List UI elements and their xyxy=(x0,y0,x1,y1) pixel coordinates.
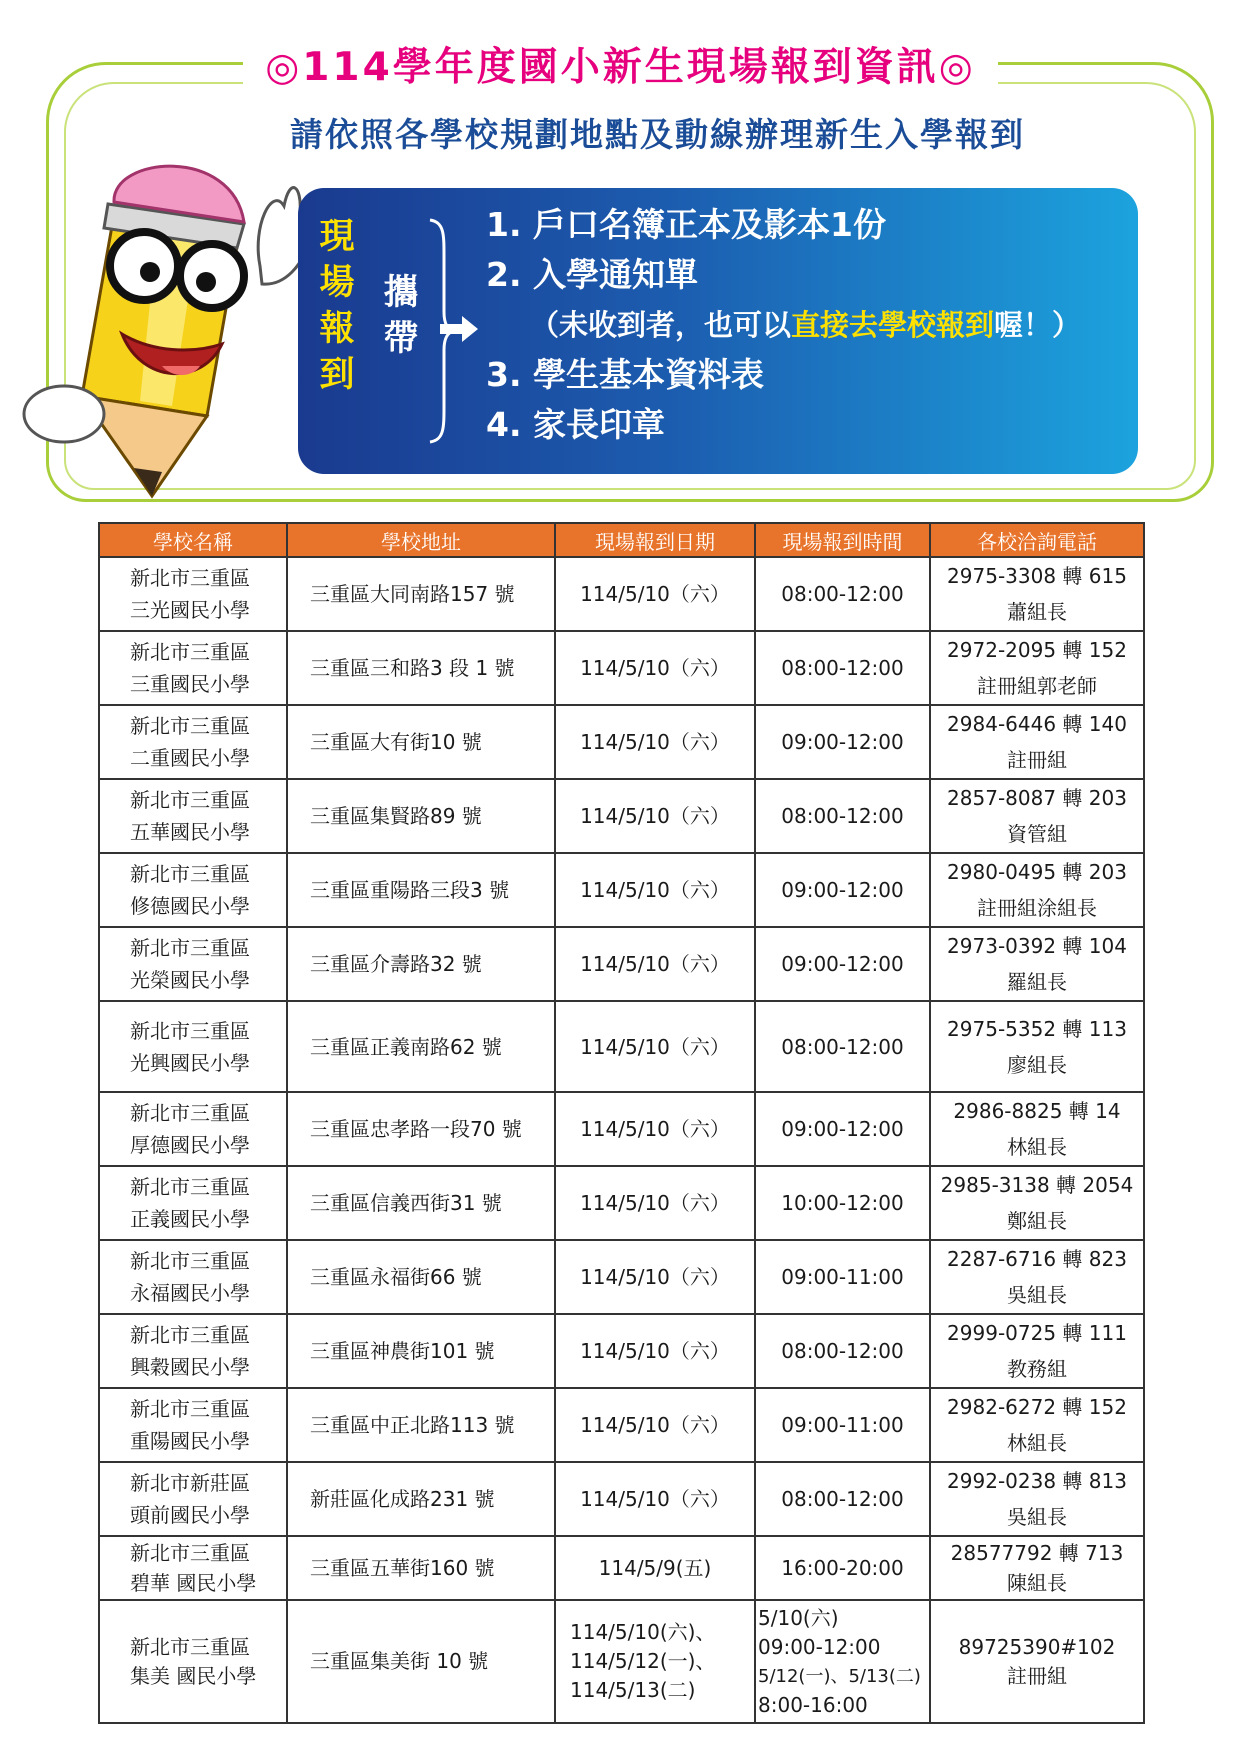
address-cell: 新莊區化成路231 號 xyxy=(287,1462,555,1536)
date-cell: 114/5/10（六） xyxy=(555,1001,755,1092)
address-cell: 三重區三和路3 段 1 號 xyxy=(287,631,555,705)
time-cell: 08:00-12:00 xyxy=(755,1314,930,1388)
table-row xyxy=(99,557,1144,631)
requirement-note xyxy=(486,300,1126,350)
onsite-registration-label xyxy=(312,214,362,398)
phone-cell xyxy=(930,853,1144,927)
district-text: 新北市三重區 xyxy=(130,566,250,590)
time-cell: 09:00-12:00 xyxy=(755,705,930,779)
table-header-row xyxy=(99,523,1144,557)
page-subtitle: 請依照各學校規劃地點及動線辦理新生入學報到 xyxy=(290,115,1025,154)
phone-cell xyxy=(930,1462,1144,1536)
pencil-mascot-icon xyxy=(22,116,322,506)
address-cell: 三重區大同南路157 號 xyxy=(287,557,555,631)
date-cell: 114/5/10（六） xyxy=(555,705,755,779)
date-cell: 114/5/10（六） xyxy=(555,1462,755,1536)
date-cell: 114/5/10（六） xyxy=(555,779,755,853)
phone-cell xyxy=(930,1388,1144,1462)
requirement-item: 1. 戶口名簿正本及影本1份 xyxy=(486,205,886,244)
address-cell: 三重區中正北路113 號 xyxy=(287,1388,555,1462)
date-cell: 114/5/9(五) xyxy=(555,1536,755,1600)
note-text: （未收到者，也可以 xyxy=(530,308,792,342)
time-cell: 08:00-12:00 xyxy=(755,557,930,631)
school-name-cell xyxy=(99,853,287,927)
requirement-item: 4. 家長印章 xyxy=(486,405,665,444)
column-header-date: 現場報到日期 xyxy=(555,523,755,557)
contact-text: 鄭組長 xyxy=(1007,1209,1067,1233)
label-char: 場 xyxy=(319,263,355,303)
phone-text: 89725390#102 xyxy=(958,1634,1116,1659)
note-highlight: 直接去學校報到 xyxy=(791,308,995,342)
address-cell: 三重區五華街160 號 xyxy=(287,1536,555,1600)
contact-text: 蕭組長 xyxy=(1007,600,1067,624)
school-text: 五華國民小學 xyxy=(130,820,250,844)
table-row xyxy=(99,1388,1144,1462)
table-row xyxy=(99,853,1144,927)
contact-text: 廖組長 xyxy=(1007,1052,1067,1077)
phone-text: 2982-6272 轉 152 xyxy=(947,1395,1127,1419)
time-cell: 09:00-12:00 xyxy=(755,1092,930,1166)
phone-cell xyxy=(930,927,1144,1001)
contact-text: 吳組長 xyxy=(1007,1283,1067,1307)
contact-text: 教務組 xyxy=(1007,1357,1067,1381)
district-text: 新北市三重區 xyxy=(130,1634,250,1659)
contact-text: 林組長 xyxy=(1007,1135,1067,1159)
date-line: 114/5/12(一)、 xyxy=(570,1649,716,1673)
phone-cell xyxy=(930,1092,1144,1166)
address-cell: 三重區神農街101 號 xyxy=(287,1314,555,1388)
district-text: 新北市三重區 xyxy=(130,1175,250,1199)
date-cell: 114/5/10（六） xyxy=(555,557,755,631)
time-cell xyxy=(755,1600,930,1723)
school-text: 光興國民小學 xyxy=(130,1050,250,1075)
address-cell: 三重區永福街66 號 xyxy=(287,1240,555,1314)
school-text: 碧華 國民小學 xyxy=(130,1571,257,1595)
district-text: 新北市三重區 xyxy=(130,862,250,886)
district-text: 新北市三重區 xyxy=(130,1018,250,1043)
table-row xyxy=(99,1536,1144,1600)
school-name-cell xyxy=(99,631,287,705)
address-cell: 三重區大有街10 號 xyxy=(287,705,555,779)
phone-cell xyxy=(930,779,1144,853)
date-cell xyxy=(555,1600,755,1723)
time-line: 09:00-12:00 xyxy=(758,1634,881,1659)
time-cell: 16:00-20:00 xyxy=(755,1536,930,1600)
district-text: 新北市三重區 xyxy=(130,1541,250,1565)
district-text: 新北市三重區 xyxy=(130,788,250,812)
table-row xyxy=(99,927,1144,1001)
date-cell: 114/5/10（六） xyxy=(555,1314,755,1388)
phone-cell xyxy=(930,1001,1144,1092)
phone-text: 2287-6716 轉 823 xyxy=(947,1247,1127,1271)
school-text: 興穀國民小學 xyxy=(130,1355,250,1379)
date-cell: 114/5/10（六） xyxy=(555,853,755,927)
address-cell: 三重區重陽路三段3 號 xyxy=(287,853,555,927)
school-name-cell xyxy=(99,1314,287,1388)
table-row xyxy=(99,1092,1144,1166)
school-text: 三光國民小學 xyxy=(130,598,250,622)
address-cell: 三重區信義西街31 號 xyxy=(287,1166,555,1240)
school-name-cell xyxy=(99,1462,287,1536)
label-char: 帶 xyxy=(383,319,419,359)
table-row xyxy=(99,1166,1144,1240)
school-name-cell xyxy=(99,1240,287,1314)
time-cell: 08:00-12:00 xyxy=(755,631,930,705)
requirement-item: 3. 學生基本資料表 xyxy=(486,355,764,394)
label-char: 攜 xyxy=(383,273,419,313)
school-text: 頭前國民小學 xyxy=(130,1503,250,1527)
phone-text: 2975-3308 轉 615 xyxy=(947,564,1127,588)
label-char: 現 xyxy=(319,217,355,257)
phone-cell xyxy=(930,1314,1144,1388)
school-name-cell xyxy=(99,1092,287,1166)
school-text: 集美 國民小學 xyxy=(130,1663,257,1688)
date-line: 114/5/13(二) xyxy=(570,1678,696,1702)
date-cell: 114/5/10（六） xyxy=(555,1388,755,1462)
contact-text: 羅組長 xyxy=(1007,970,1067,994)
school-text: 光榮國民小學 xyxy=(130,968,250,992)
school-text: 修德國民小學 xyxy=(130,894,250,918)
time-line: 8:00-16:00 xyxy=(758,1692,868,1717)
address-cell: 三重區集賢路89 號 xyxy=(287,779,555,853)
school-text: 重陽國民小學 xyxy=(130,1429,250,1453)
contact-text: 林組長 xyxy=(1007,1431,1067,1455)
phone-text: 28577792 轉 713 xyxy=(950,1541,1124,1565)
phone-text: 2985-3138 轉 2054 xyxy=(940,1173,1134,1197)
requirements-list xyxy=(486,200,1126,450)
phone-cell xyxy=(930,1166,1144,1240)
district-text: 新北市三重區 xyxy=(130,1397,250,1421)
note-text: 喔！） xyxy=(994,308,1082,342)
table-row xyxy=(99,1462,1144,1536)
date-cell: 114/5/10（六） xyxy=(555,1166,755,1240)
phone-text: 2999-0725 轉 111 xyxy=(947,1321,1127,1345)
label-char: 報 xyxy=(319,309,355,349)
time-cell: 09:00-12:00 xyxy=(755,853,930,927)
contact-text: 吳組長 xyxy=(1007,1505,1067,1529)
time-line: 5/10(六) xyxy=(758,1605,839,1630)
district-text: 新北市新莊區 xyxy=(130,1471,250,1495)
time-cell: 08:00-12:00 xyxy=(755,1001,930,1092)
district-text: 新北市三重區 xyxy=(130,1323,250,1347)
district-text: 新北市三重區 xyxy=(130,640,250,664)
table-row xyxy=(99,631,1144,705)
column-header-time: 現場報到時間 xyxy=(755,523,930,557)
school-name-cell xyxy=(99,779,287,853)
contact-text: 註冊組 xyxy=(1007,748,1067,772)
district-text: 新北市三重區 xyxy=(130,1249,250,1273)
contact-text: 註冊組 xyxy=(1007,1663,1067,1688)
date-line: 114/5/10(六)、 xyxy=(570,1620,716,1644)
school-text: 正義國民小學 xyxy=(130,1207,250,1231)
date-cell: 114/5/10（六） xyxy=(555,927,755,1001)
phone-cell xyxy=(930,557,1144,631)
phone-text: 2984-6446 轉 140 xyxy=(947,712,1127,736)
time-cell: 09:00-12:00 xyxy=(755,927,930,1001)
time-cell: 09:00-11:00 xyxy=(755,1240,930,1314)
school-name-cell xyxy=(99,1600,287,1723)
district-text: 新北市三重區 xyxy=(130,936,250,960)
page-title: ◎114學年度國小新生現場報到資訊◎ xyxy=(243,38,997,98)
address-cell: 三重區忠孝路一段70 號 xyxy=(287,1092,555,1166)
phone-text: 2975-5352 轉 113 xyxy=(947,1016,1127,1041)
school-name-cell xyxy=(99,1001,287,1092)
school-registration-table xyxy=(98,522,1145,1724)
address-cell: 三重區介壽路32 號 xyxy=(287,927,555,1001)
school-name-cell xyxy=(99,705,287,779)
contact-text: 資管組 xyxy=(1007,822,1067,846)
table-row xyxy=(99,1314,1144,1388)
phone-cell xyxy=(930,1600,1144,1723)
address-cell: 三重區正義南路62 號 xyxy=(287,1001,555,1092)
phone-text: 2857-8087 轉 203 xyxy=(947,786,1127,810)
column-header-school: 學校名稱 xyxy=(99,523,287,557)
phone-cell xyxy=(930,705,1144,779)
time-cell: 10:00-12:00 xyxy=(755,1166,930,1240)
requirement-item: 2. 入學通知單 xyxy=(486,255,698,294)
address-cell: 三重區集美街 10 號 xyxy=(287,1600,555,1723)
school-name-cell xyxy=(99,1388,287,1462)
table-row xyxy=(99,705,1144,779)
time-cell: 08:00-12:00 xyxy=(755,779,930,853)
time-cell: 09:00-11:00 xyxy=(755,1388,930,1462)
column-header-address: 學校地址 xyxy=(287,523,555,557)
table-row xyxy=(99,1240,1144,1314)
school-name-cell xyxy=(99,557,287,631)
phone-cell xyxy=(930,1536,1144,1600)
phone-cell xyxy=(930,1240,1144,1314)
school-text: 厚德國民小學 xyxy=(130,1133,250,1157)
school-name-cell xyxy=(99,1166,287,1240)
table-row xyxy=(99,1600,1144,1723)
phone-cell xyxy=(930,631,1144,705)
contact-text: 註冊組郭老師 xyxy=(977,674,1097,698)
date-cell: 114/5/10（六） xyxy=(555,631,755,705)
school-text: 永福國民小學 xyxy=(130,1281,250,1305)
school-name-cell xyxy=(99,1536,287,1600)
contact-text: 陳組長 xyxy=(1007,1571,1067,1595)
time-cell: 08:00-12:00 xyxy=(755,1462,930,1536)
table-row xyxy=(99,1001,1144,1092)
time-line: 5/12(一)、5/13(二) xyxy=(758,1665,921,1687)
phone-text: 2973-0392 轉 104 xyxy=(947,934,1127,958)
contact-text: 註冊組涂組長 xyxy=(977,896,1097,920)
title-bar xyxy=(0,38,1241,98)
phone-text: 2972-2095 轉 152 xyxy=(947,638,1127,662)
date-cell: 114/5/10（六） xyxy=(555,1092,755,1166)
bring-label xyxy=(376,270,426,362)
label-char: 到 xyxy=(319,355,355,395)
table-row xyxy=(99,779,1144,853)
phone-text: 2980-0495 轉 203 xyxy=(947,860,1127,884)
phone-text: 2986-8825 轉 14 xyxy=(953,1099,1121,1123)
school-name-cell xyxy=(99,927,287,1001)
school-text: 二重國民小學 xyxy=(130,746,250,770)
phone-text: 2992-0238 轉 813 xyxy=(947,1469,1127,1493)
school-text: 三重國民小學 xyxy=(130,672,250,696)
arrow-right-icon xyxy=(440,314,480,344)
district-text: 新北市三重區 xyxy=(130,1101,250,1125)
date-cell: 114/5/10（六） xyxy=(555,1240,755,1314)
district-text: 新北市三重區 xyxy=(130,714,250,738)
column-header-phone: 各校洽詢電話 xyxy=(930,523,1144,557)
